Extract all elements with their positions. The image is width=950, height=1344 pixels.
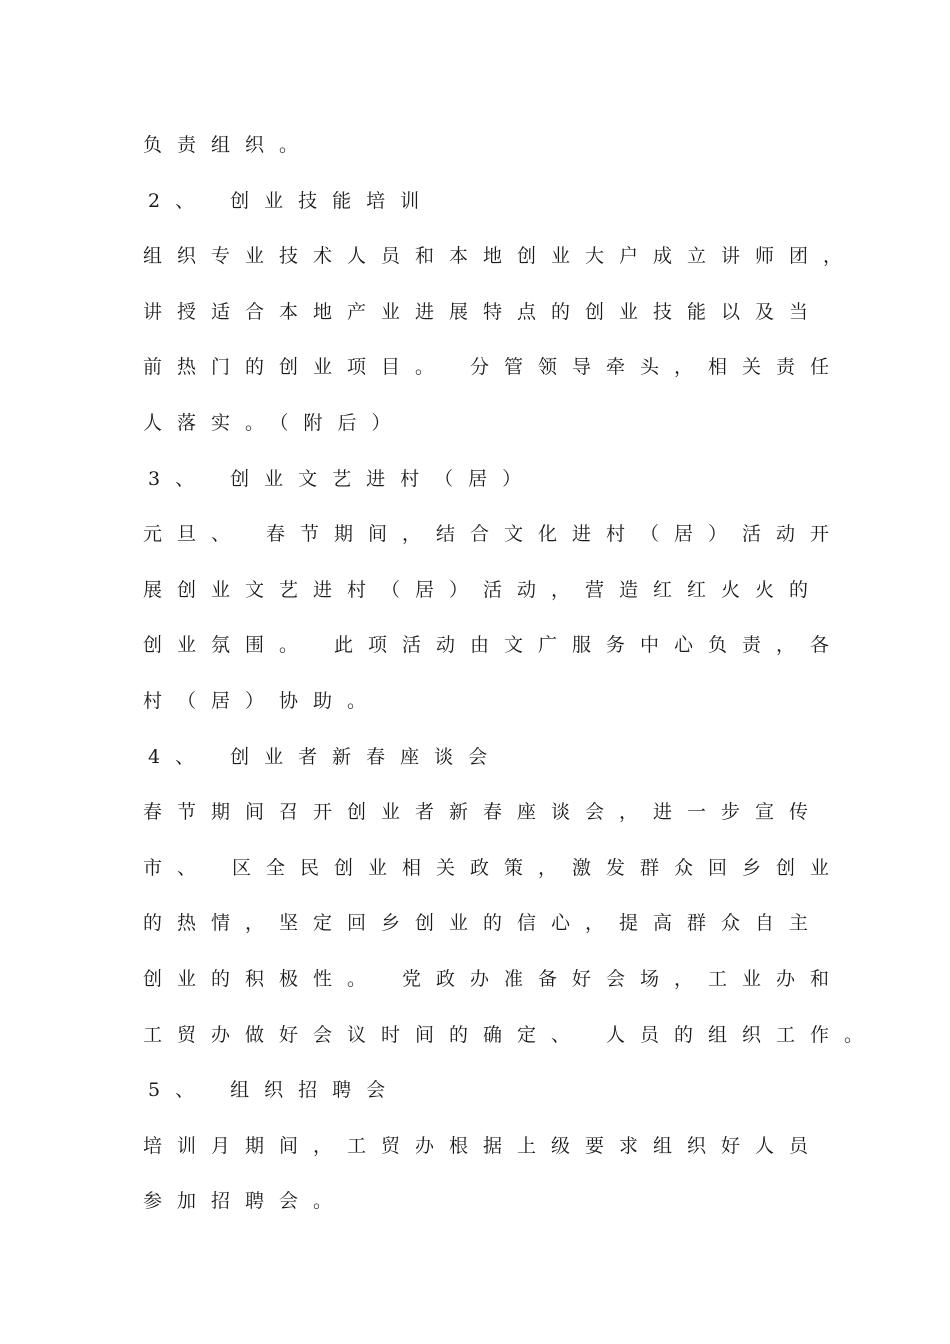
paragraph-line: 前热门的创业项目。 分管领导牵头，相关责任: [143, 356, 845, 378]
section-heading: 3、 创业文艺进村（居）: [148, 468, 537, 490]
section-heading: 4、 创业者新春座谈会: [148, 746, 503, 768]
paragraph-line: 组织专业技术人员和本地创业大户成立讲师团，: [143, 245, 858, 267]
paragraph-line: 市、 区全民创业相关政策，激发群众回乡创业: [143, 857, 845, 879]
paragraph-line: 创业的积极性。 党政办准备好会场，工业办和: [143, 968, 845, 990]
paragraph-line: 展创业文艺进村（居）活动，营造红红火火的: [143, 579, 824, 601]
paragraph-line: 春节期间召开创业者新春座谈会，进一步宣传: [143, 801, 824, 823]
section-heading: 5、 组织招聘会: [148, 1079, 401, 1101]
section-heading: 2、 创业技能培训: [148, 190, 435, 212]
paragraph-line: 元旦、 春节期间，结合文化进村（居）活动开: [143, 523, 845, 545]
paragraph-line: 工贸办做好会议时间的确定、 人员的组织工作。: [143, 1024, 879, 1046]
paragraph-line: 创业氛围。 此项活动由文广服务中心负责，各: [143, 634, 845, 656]
paragraph-line: 参加招聘会。: [143, 1190, 348, 1212]
paragraph-line: 负责组织。: [143, 134, 314, 156]
paragraph-line: 人落实。（附后）: [143, 412, 406, 434]
paragraph-line: 村（居）协助。: [143, 690, 382, 712]
paragraph-line: 讲授适合本地产业进展特点的创业技能以及当: [143, 301, 824, 323]
paragraph-line: 的热情，坚定回乡创业的信心，提高群众自主: [143, 912, 824, 934]
paragraph-line: 培训月期间，工贸办根据上级要求组织好人员: [143, 1135, 824, 1157]
